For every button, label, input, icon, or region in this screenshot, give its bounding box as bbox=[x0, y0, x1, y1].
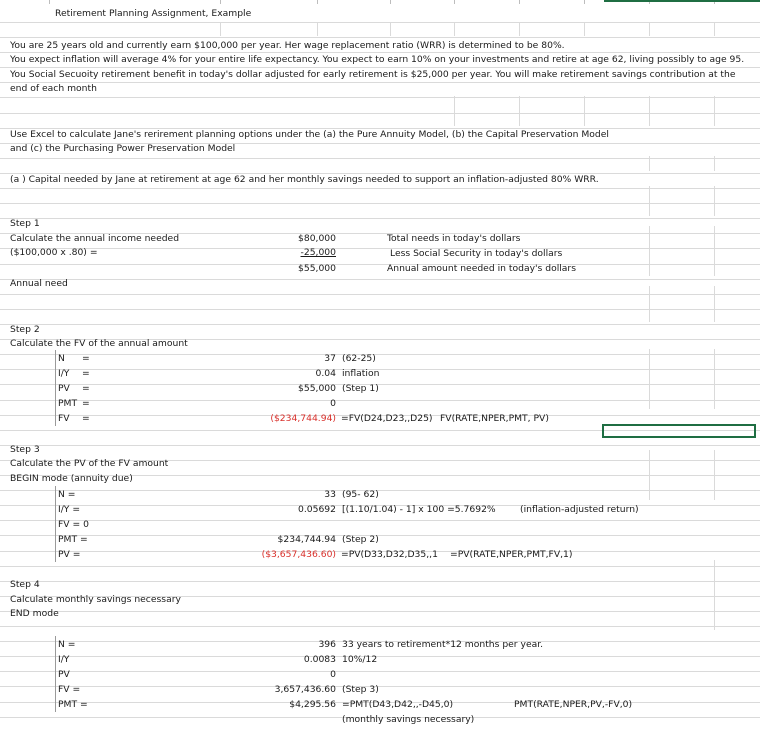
grid-row-line bbox=[0, 324, 760, 325]
grid-column-line bbox=[649, 349, 650, 409]
grid-column-line bbox=[519, 96, 520, 126]
grid-row-line bbox=[0, 248, 760, 249]
grid-row-line bbox=[0, 354, 760, 355]
step3-note-iy[interactable]: [(1.10/1.04) - 1] x 100 =5.7692% bbox=[342, 504, 496, 515]
grid-row-line bbox=[0, 611, 760, 612]
grid-row-line bbox=[0, 581, 760, 582]
step3-label-pv[interactable]: PV = bbox=[58, 549, 81, 560]
grid-column-line bbox=[649, 96, 650, 126]
step1-value-total[interactable]: $80,000 bbox=[298, 233, 336, 244]
column-selection-indicator bbox=[604, 0, 760, 2]
step2-value-n[interactable]: 37 bbox=[324, 353, 336, 364]
grid-row-line bbox=[0, 22, 760, 23]
step3-label-pmt[interactable]: PMT = bbox=[58, 534, 88, 545]
step4-value-n[interactable]: 396 bbox=[318, 639, 336, 650]
step4-label-pmt[interactable]: PMT = bbox=[58, 699, 88, 710]
step1-heading[interactable]: Step 1 bbox=[10, 218, 40, 229]
step1-value-net[interactable]: $55,000 bbox=[298, 263, 336, 274]
step4-label-fv[interactable]: FV = bbox=[58, 684, 81, 695]
intro-line-2[interactable]: You expect inflation will average 4% for your entire life expectancy. You expect to earn 10% on your investments and retire at age 62, living possibly to age 95. bbox=[10, 54, 745, 65]
step2-label-pv[interactable]: PV bbox=[58, 383, 70, 394]
step2-eq-pmt: = bbox=[82, 398, 90, 409]
step2-box-border bbox=[55, 350, 56, 426]
grid-column-line bbox=[714, 560, 715, 630]
grid-row-line bbox=[0, 279, 760, 280]
step2-label-iy[interactable]: I/Y bbox=[58, 368, 70, 379]
grid-column-line bbox=[714, 286, 715, 322]
intro-line-3[interactable]: You Social Secuoity retirement benefit in today's dollar adjusted for early retirement is $25,000 per year. You will make retirement savings contribution at the bbox=[10, 69, 736, 80]
grid-column-line bbox=[649, 226, 650, 276]
step3-iy-explanation[interactable]: (inflation-adjusted return) bbox=[520, 504, 639, 515]
grid-row-line bbox=[0, 309, 760, 310]
step4-value-pmt[interactable]: $4,295.56 bbox=[289, 699, 336, 710]
step2-value-pmt[interactable]: 0 bbox=[330, 398, 336, 409]
grid-row-line bbox=[0, 294, 760, 295]
step4-formula-hint[interactable]: PMT(RATE,NPER,PV,-FV,0) bbox=[514, 699, 633, 710]
grid-row-line bbox=[0, 203, 760, 204]
step2-note-pv[interactable]: (Step 1) bbox=[342, 383, 379, 394]
step3-label-n[interactable]: N = bbox=[58, 489, 76, 500]
step4-note-iy[interactable]: 10%/12 bbox=[342, 654, 378, 665]
step4-label-n[interactable]: N = bbox=[58, 639, 76, 650]
column-header-divider bbox=[317, 0, 318, 4]
step3-label-iy[interactable]: I/Y = bbox=[58, 504, 81, 515]
step3-box-border bbox=[55, 486, 56, 562]
column-header-divider bbox=[519, 0, 520, 4]
grid-row-line bbox=[0, 369, 760, 370]
intro-line-1[interactable]: You are 25 years old and currently earn $100,000 per year. Her wage replacement ratio (WRR) is determined to be 80%. bbox=[10, 40, 565, 51]
grid-column-line bbox=[649, 22, 650, 36]
step1-note-2[interactable]: Less Social Security in today's dollars bbox=[390, 248, 563, 259]
grid-row-line bbox=[0, 626, 760, 627]
step2-desc[interactable]: Calculate the FV of the annual amount bbox=[10, 338, 188, 349]
grid-column-line bbox=[519, 22, 520, 36]
step3-note-n[interactable]: (95- 62) bbox=[342, 489, 379, 500]
grid-column-line bbox=[714, 349, 715, 409]
step2-value-iy[interactable]: 0.04 bbox=[315, 368, 336, 379]
selected-cell[interactable] bbox=[602, 424, 756, 438]
step3-formula-hint[interactable]: =PV(RATE,NPER,PMT,FV,1) bbox=[450, 549, 573, 560]
grid-row-line bbox=[0, 671, 760, 672]
step3-label-fv[interactable]: FV = 0 bbox=[58, 519, 89, 530]
grid-row-line bbox=[0, 158, 760, 159]
grid-row-line bbox=[0, 656, 760, 657]
grid-row-line bbox=[0, 264, 760, 265]
sheet-title[interactable]: Retirement Planning Assignment, Example bbox=[55, 8, 252, 19]
step4-savings-note[interactable]: (monthly savings necessary) bbox=[342, 714, 475, 725]
column-header-divider bbox=[390, 0, 391, 4]
column-header-divider bbox=[49, 0, 50, 4]
step2-note-fv[interactable]: =FV(D24,D23,,D25) bbox=[341, 413, 433, 424]
column-header-divider bbox=[454, 0, 455, 4]
step2-formula-hint[interactable]: FV(RATE,NPER,PMT, PV) bbox=[440, 413, 549, 424]
step4-heading[interactable]: Step 4 bbox=[10, 579, 40, 590]
grid-row-line bbox=[0, 218, 760, 219]
grid-row-line bbox=[0, 384, 760, 385]
grid-row-line bbox=[0, 490, 760, 491]
step3-value-iy[interactable]: 0.05692 bbox=[298, 504, 336, 515]
grid-column-line bbox=[714, 22, 715, 36]
grid-column-line bbox=[714, 96, 715, 126]
grid-row-line bbox=[0, 566, 760, 567]
step4-note-n[interactable]: 33 years to retirement*12 months per year. bbox=[342, 639, 544, 650]
grid-row-line bbox=[0, 97, 760, 98]
grid-column-line bbox=[584, 96, 585, 126]
step4-mode[interactable]: END mode bbox=[10, 608, 59, 619]
grid-column-line bbox=[317, 22, 318, 36]
grid-column-line bbox=[714, 226, 715, 276]
grid-column-line bbox=[649, 156, 650, 171]
step2-value-pv[interactable]: $55,000 bbox=[298, 383, 336, 394]
grid-column-line bbox=[649, 186, 650, 216]
step3-heading[interactable]: Step 3 bbox=[10, 444, 40, 455]
grid-row-line bbox=[0, 520, 760, 521]
task-line-2[interactable]: and (c) the Purchasing Power Preservation Model bbox=[10, 143, 236, 154]
step1-formula[interactable]: ($100,000 x .80) = bbox=[10, 247, 98, 258]
step4-value-iy[interactable]: 0.0083 bbox=[303, 654, 336, 665]
grid-row-line bbox=[0, 188, 760, 189]
grid-column-line bbox=[714, 186, 715, 216]
grid-row-line bbox=[0, 400, 760, 401]
step4-label-pv[interactable]: PV bbox=[58, 669, 70, 680]
step2-label-pmt[interactable]: PMT bbox=[58, 398, 78, 409]
step2-heading[interactable]: Step 2 bbox=[10, 324, 40, 335]
step2-note-n[interactable]: (62-25) bbox=[342, 353, 376, 364]
step4-value-pv[interactable]: 0 bbox=[330, 669, 336, 680]
step3-value-pv[interactable]: ($3,657,436.60) bbox=[261, 549, 336, 560]
step2-eq-iy: = bbox=[82, 368, 90, 379]
step2-eq-pv: = bbox=[82, 383, 90, 394]
step1-footer[interactable]: Annual need bbox=[10, 278, 68, 289]
step3-mode[interactable]: BEGIN mode (annuity due) bbox=[10, 473, 133, 484]
grid-row-line bbox=[0, 686, 760, 687]
step3-desc[interactable]: Calculate the PV of the FV amount bbox=[10, 458, 169, 469]
step3-value-n[interactable]: 33 bbox=[324, 489, 336, 500]
step1-note-3[interactable]: Annual amount needed in today's dollars bbox=[387, 263, 576, 274]
step4-desc[interactable]: Calculate monthly savings necessary bbox=[10, 594, 181, 605]
column-header-divider bbox=[584, 0, 585, 4]
step2-label-n[interactable]: N bbox=[58, 353, 65, 364]
grid-column-line bbox=[584, 22, 585, 36]
grid-column-line bbox=[220, 22, 221, 36]
grid-row-line bbox=[0, 445, 760, 446]
step1-value-ss[interactable]: -25,000 bbox=[300, 247, 336, 258]
step1-note-1[interactable]: Total needs in today's dollars bbox=[387, 233, 521, 244]
step3-note-pv[interactable]: =PV(D33,D32,D35,,1 bbox=[341, 549, 438, 560]
grid-column-line bbox=[454, 96, 455, 126]
step4-label-iy[interactable]: I/Y bbox=[58, 654, 70, 665]
step4-box-border bbox=[55, 636, 56, 712]
step2-label-fv[interactable]: FV bbox=[58, 413, 70, 424]
grid-column-line bbox=[714, 450, 715, 500]
step2-value-fv[interactable]: ($234,744.94) bbox=[270, 413, 336, 424]
step2-eq-fv: = bbox=[82, 413, 90, 424]
step4-note-pmt[interactable]: =PMT(D43,D42,,-D45,0) bbox=[342, 699, 454, 710]
step3-note-pmt[interactable]: (Step 2) bbox=[342, 534, 379, 545]
grid-column-line bbox=[454, 22, 455, 36]
grid-column-line bbox=[714, 156, 715, 171]
step4-note-fv[interactable]: (Step 3) bbox=[342, 684, 379, 695]
intro-line-4[interactable]: end of each month bbox=[10, 83, 97, 94]
step2-note-iy[interactable]: inflation bbox=[342, 368, 380, 379]
task-line-1[interactable]: Use Excel to calculate Jane's rerirement planning options under the (a) the Pure Annuity Model, (b) the Capital Preservation Model bbox=[10, 129, 609, 140]
grid-column-line bbox=[649, 286, 650, 322]
step1-desc[interactable]: Calculate the annual income needed bbox=[10, 233, 180, 244]
grid-row-line bbox=[0, 113, 760, 114]
column-header-divider bbox=[220, 0, 221, 4]
grid-row-line bbox=[0, 535, 760, 536]
step2-eq-n: = bbox=[82, 353, 90, 364]
grid-column-line bbox=[390, 22, 391, 36]
step3-value-pmt[interactable]: $234,744.94 bbox=[277, 534, 336, 545]
grid-column-line bbox=[649, 450, 650, 500]
part-a-heading[interactable]: (a ) Capital needed by Jane at retirement at age 62 and her monthly savings needed to support an inflation-adjusted 80% WRR. bbox=[10, 174, 599, 185]
step4-value-fv[interactable]: 3,657,436.60 bbox=[274, 684, 336, 695]
grid-row-line bbox=[0, 82, 760, 83]
